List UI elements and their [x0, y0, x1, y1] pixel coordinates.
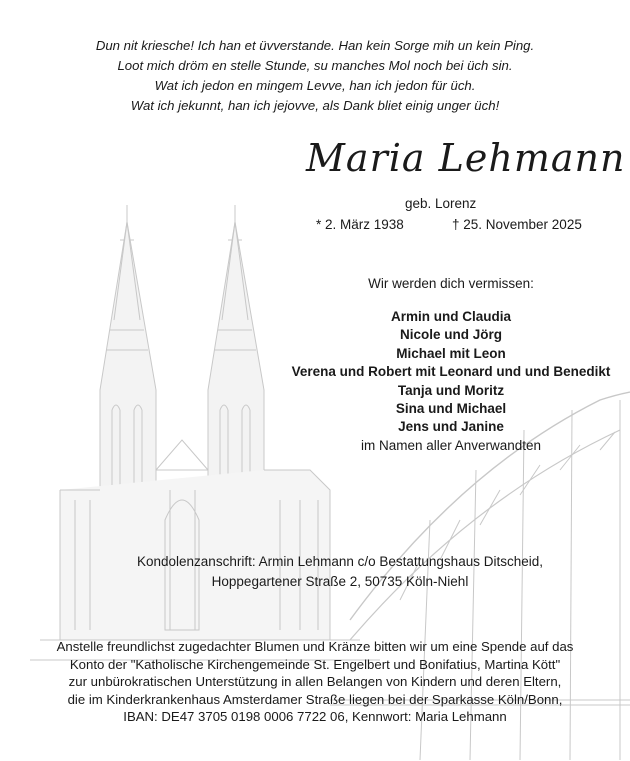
- donation-line: Anstelle freundlichst zugedachter Blumen und Kränze bitten wir um eine Spende auf das: [56, 639, 574, 654]
- poem: [20, 36, 610, 116]
- maiden-name: geb. Lorenz: [405, 196, 477, 211]
- mourner-name: Nicole und Jörg: [399, 327, 502, 343]
- mourner-name: Verena und Robert mit Leonard und und Benedikt: [291, 364, 611, 380]
- deceased-name: Maria Lehmann: [306, 136, 626, 180]
- mourners-closing: im Namen aller Anverwandten: [360, 437, 542, 453]
- mourners-intro: Wir werden dich vermissen:: [368, 276, 534, 291]
- mourner-name: Michael mit Leon: [396, 345, 506, 361]
- poem-line: Wat ich jedon en mingem Levve, han ich jedon für üch.: [154, 78, 476, 93]
- birth-date: * 2. März 1938: [316, 217, 404, 232]
- condolence-line: Hoppegartener Straße 2, 50735 Köln-Niehl: [211, 574, 469, 589]
- donation-notice: [15, 638, 615, 726]
- donation-line: Konto der "Katholische Kirchengemeinde St. Engelbert und Bonifatius, Martina Kött": [69, 656, 561, 672]
- donation-line: die im Kinderkrankenhaus Amsterdamer Straße liegen bei der Sparkasse Köln/Bonn,: [67, 691, 563, 707]
- donation-line: IBAN: DE47 3705 0198 0006 7722 06, Kennwort: Maria Lehmann: [123, 709, 507, 725]
- mourner-name: Sina und Michael: [395, 401, 507, 417]
- death-date: † 25. November 2025: [452, 217, 582, 232]
- mourner-name: Armin und Claudia: [390, 309, 511, 324]
- donation-line: zur unbürokratischen Unterstützung in allen Belangen von Kindern und deren Eltern,: [68, 674, 562, 690]
- condolence-line: Kondolenzanschrift: Armin Lehmann c/o Bestattungshaus Ditscheid,: [137, 554, 543, 569]
- mourner-name: Tanja und Moritz: [397, 382, 505, 398]
- condolence-address: [60, 552, 620, 592]
- mourners-list: [270, 308, 630, 455]
- poem-line: Loot mich dröm en stelle Stunde, su manches Mol noch bei üch sin.: [117, 58, 513, 73]
- mourner-name: Jens und Janine: [398, 419, 504, 435]
- poem-line: Dun nit kriesche! Ich han et üvverstande. Han kein Sorge mih un kein Ping.: [95, 38, 535, 53]
- poem-line: Wat ich jekunnt, han ich jejovve, als Dank bliet einig unger üch!: [130, 98, 500, 113]
